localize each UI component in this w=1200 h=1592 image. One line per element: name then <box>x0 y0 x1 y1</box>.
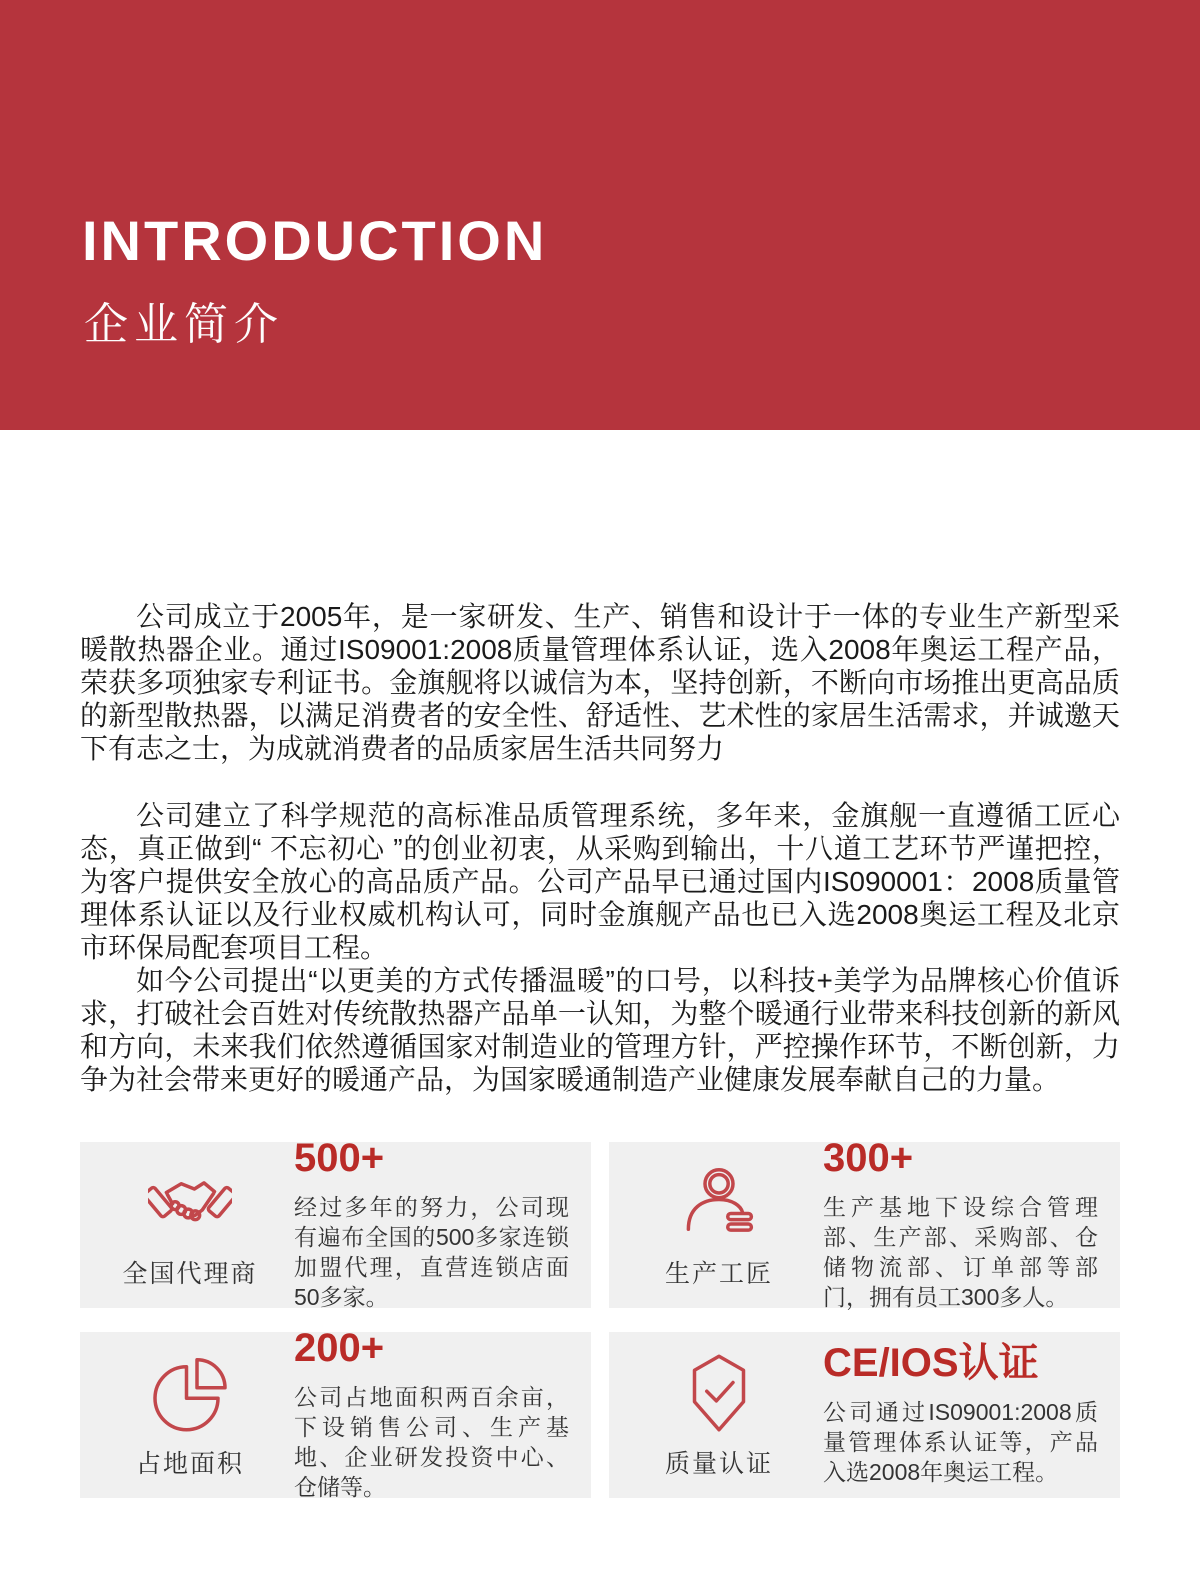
worker-icon <box>677 1161 761 1245</box>
page-title: INTRODUCTION <box>82 209 548 272</box>
card-stat: CE/IOS认证 <box>823 1341 1039 1385</box>
card-stat: 300+ <box>823 1136 914 1180</box>
intro-text-block <box>80 600 1120 1096</box>
page-subtitle: 企业简介 <box>84 300 284 349</box>
card-production-craftsmen <box>609 1136 1120 1310</box>
card-label: 质量认证 <box>664 1449 773 1478</box>
card-description: 公司通过IS09001:2008质量管理体系认证等，产品入选2008年奥运工程。 <box>823 1399 1098 1485</box>
card-icon-column <box>631 1161 807 1290</box>
pie-chart-icon <box>148 1351 232 1435</box>
card-label: 占地面积 <box>135 1449 244 1478</box>
card-quality-certification <box>609 1332 1120 1498</box>
hero-banner <box>0 0 1200 430</box>
shield-check-icon <box>677 1351 761 1435</box>
card-label: 生产工匠 <box>664 1259 773 1288</box>
card-text-column <box>278 1328 579 1502</box>
card-text-column <box>807 1343 1108 1487</box>
card-description: 经过多年的努力，公司现有遍布全国的500多家连锁加盟代理，直营连锁店面50多家。 <box>294 1194 569 1310</box>
intro-paragraph-2: 公司建立了科学规范的高标准品质管理系统，多年来，金旗舰一直遵循工匠心态，真正做到“ 不忘初心 ”的创业初衷，从采购到输出，十八道工艺环节严谨把控，为客户提供安全放心的高品质产品。公司产品早已通过国内IS090001：2008质量管理体系认证以及行业权威机构认可，同时金旗舰产品也已入选2008奥运工程及北京市环保局配套项目工程。 <box>80 800 1120 963</box>
card-icon-column <box>102 1351 278 1480</box>
card-label: 全国代理商 <box>122 1259 258 1288</box>
card-icon-column <box>631 1351 807 1480</box>
card-text-column <box>278 1138 579 1312</box>
card-description: 生产基地下设综合管理部、生产部、采购部、仓储物流部、订单部等部门，拥有员工300多人。 <box>823 1194 1098 1310</box>
handshake-icon <box>148 1161 232 1245</box>
card-description: 公司占地面积两百余亩，下设销售公司、生产基地、企业研发投资中心、仓储等。 <box>294 1384 569 1500</box>
stats-card-grid <box>80 1136 1120 1500</box>
intro-paragraph-3: 如今公司提出“以更美的方式传播温暖”的口号，以科技+美学为品牌核心价值诉求，打破社会百姓对传统散热器产品单一认知，为整个暖通行业带来科技创新的新风和方向，未来我们依然遵循国家对制造业的管理方针，严控操作环节，不断创新，力争为社会带来更好的暖通产品，为国家暖通制造产业健康发展奉献自己的力量。 <box>80 965 1120 1095</box>
card-icon-column <box>102 1161 278 1290</box>
intro-paragraph-1: 公司成立于2005年，是一家研发、生产、销售和设计于一体的专业生产新型采暖散热器企业。通过IS09001:2008质量管理体系认证，选入2008年奥运工程产品，荣获多项独家专利证书。金旗舰将以诚信为本，坚持创新，不断向市场推出更高品质的新型散热器，以满足消费者的安全性、舒适性、艺术性的家居生活需求，并诚邀天下有志之士，为成就消费者的品质家居生活共同努力 <box>80 601 1120 764</box>
card-national-agents <box>80 1136 591 1310</box>
card-stat: 500+ <box>294 1136 385 1180</box>
card-text-column <box>807 1138 1108 1312</box>
card-stat: 200+ <box>294 1326 385 1370</box>
card-land-area <box>80 1326 591 1500</box>
